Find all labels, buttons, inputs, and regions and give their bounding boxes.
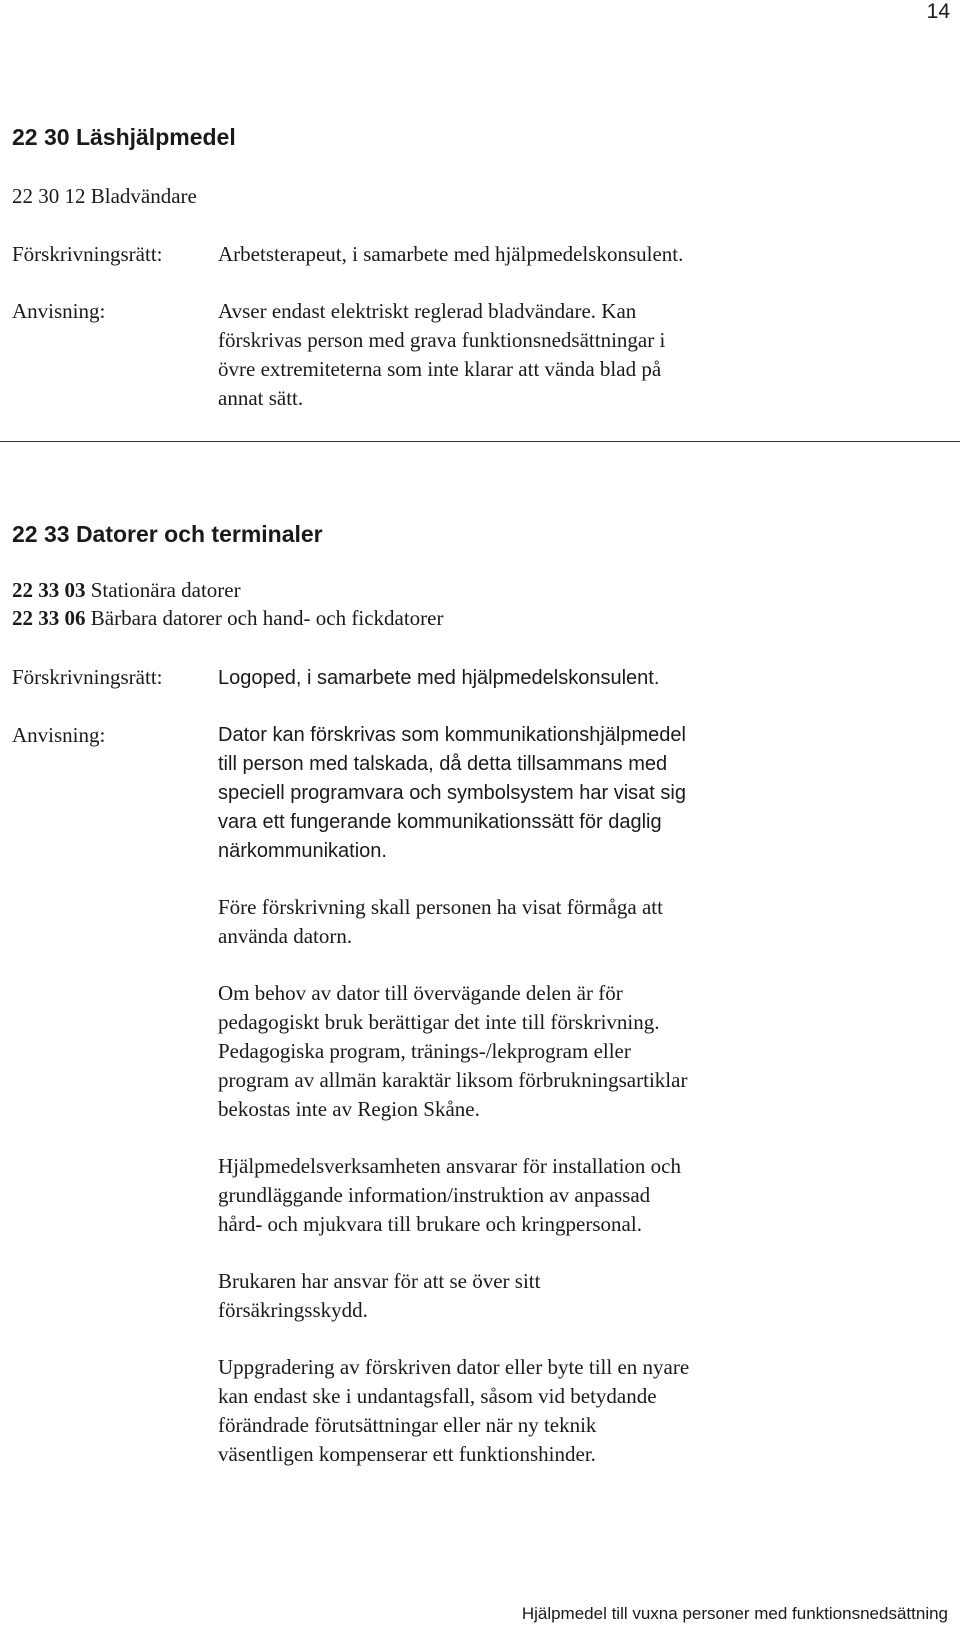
page-footer: Hjälpmedel till vuxna personer med funktionsnedsättning <box>521 1604 948 1623</box>
guidance-text: Avser endast elektriskt reglerad bladvändare. Kan förskrivas person med grava funktionsnedsättningar i övre extremiteterna som inte klarar att vända blad på annat sätt. <box>218 299 666 410</box>
item-code: 22 33 03 <box>12 578 86 602</box>
item-name: Stationära datorer <box>90 578 241 602</box>
item-name: Bärbara datorer och hand- och fickdatorer <box>90 606 444 630</box>
guidance-label: Anvisning: <box>12 299 106 323</box>
guidance-paragraph: Om behov av dator till övervägande delen är för pedagogiskt bruk berättigar det inte till förskrivning. Pedagogiska program, tränings-/lekprogram eller program av allmän karaktär liksom förbrukningsartiklar bekostas inte av Region Skåne. <box>218 981 688 1121</box>
guidance-paragraph: Före förskrivning skall personen ha visat förmåga att använda datorn. <box>218 895 663 948</box>
prescription-label: Förskrivningsrätt: <box>12 242 163 266</box>
guidance-paragraph: Hjälpmedelsverksamheten ansvarar för installation och grundläggande information/instruktion av anpassad hård- och mjukvara till brukare och kringpersonal. <box>218 1154 682 1236</box>
section-divider <box>0 441 960 442</box>
section-heading-lashjalpmedel: 22 30 Läshjälpmedel <box>12 124 236 150</box>
section-heading-datorer: 22 33 Datorer och terminaler <box>12 521 323 547</box>
item-code: 22 33 06 <box>12 606 86 630</box>
item-barbara-datorer <box>12 606 443 631</box>
item-code: 22 30 12 <box>12 184 86 208</box>
guidance-label: Anvisning: <box>12 723 106 747</box>
item-stationara-datorer <box>12 578 241 603</box>
prescription-value: Logoped, i samarbete med hjälpmedelskonsulent. <box>218 667 660 689</box>
guidance-paragraph: Brukaren har ansvar för att se över sitt försäkringsskydd. <box>218 1269 541 1322</box>
page-number: 14 <box>926 0 950 23</box>
guidance-paragraph: Dator kan förskrivas som kommunikationshjälpmedel till person med talskada, då detta tillsammans med speciell programvara och symbolsystem har visat sig vara ett fungerande kommunikationssätt för daglig närkommunikation. <box>218 724 686 862</box>
item-name: Bladvändare <box>90 184 197 208</box>
guidance-paragraph: Uppgradering av förskriven dator eller byte till en nyare kan endast ske i undantagsfall, såsom vid betydande förändrade förutsättningar eller när ny teknik väsentligen kompenserar ett funktionshinder. <box>218 1355 690 1466</box>
item-bladvandare <box>12 184 197 209</box>
prescription-label: Förskrivningsrätt: <box>12 665 163 689</box>
prescription-value: Arbetsterapeut, i samarbete med hjälpmedelskonsulent. <box>218 242 684 266</box>
